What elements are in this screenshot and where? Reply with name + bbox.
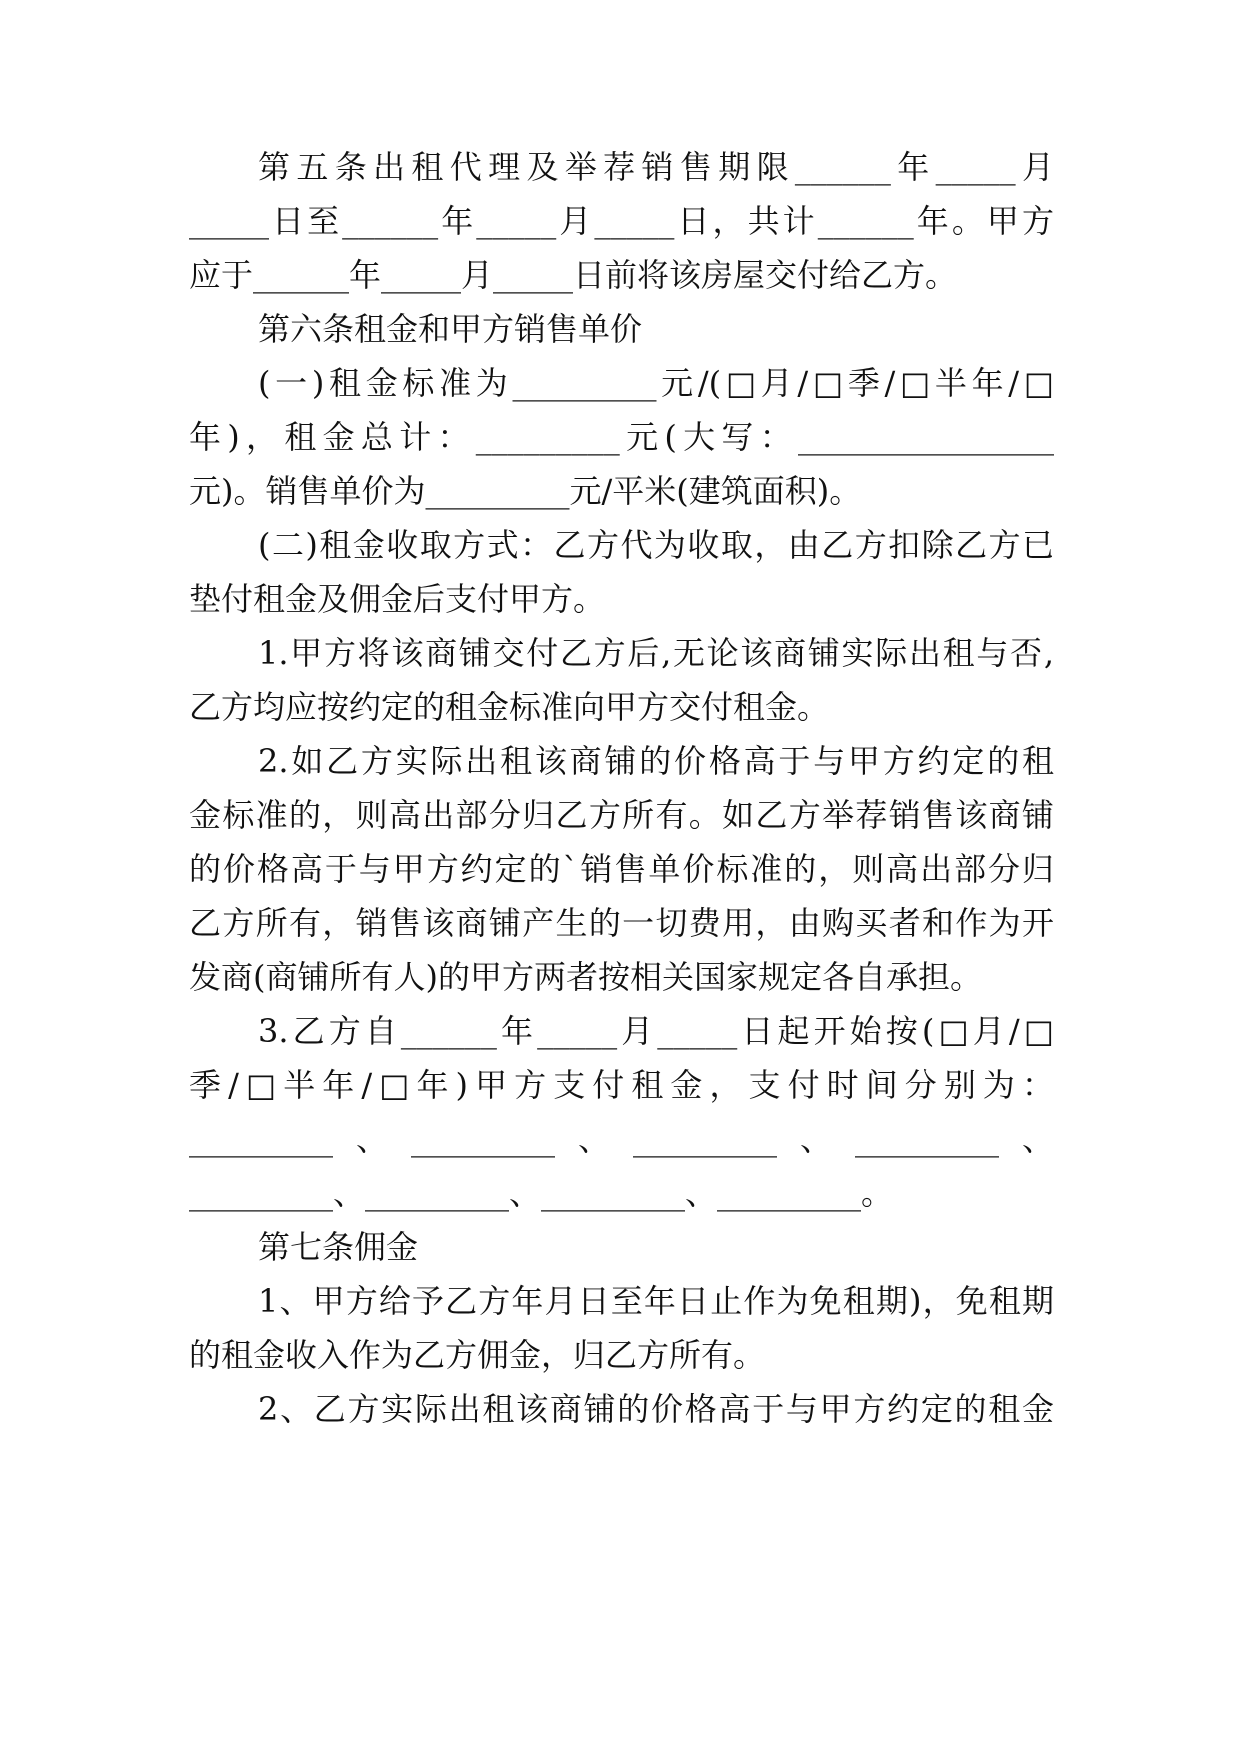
article-6-heading: 第六条租金和甲方销售单价 (258, 310, 643, 348)
article-5-line-2: _____日至______年_____月_____日，共计______年。甲方 (189, 202, 1054, 240)
commission-1-line-2: 的租金收入作为乙方佣金，归乙方所有。 (189, 1336, 766, 1374)
clause-2-line-5: 发商(商铺所有人)的甲方两者按相关国家规定各自承担。 (189, 958, 982, 996)
commission-1-line-1: 1、甲方给予乙方年月日至年日止作为免租期)，免租期 (258, 1282, 1054, 1320)
rent-standard-line-1: (一)租金标准为_________元/(□月/□季/□半年/□ (258, 364, 1054, 402)
article-7-heading: 第七条佣金 (258, 1228, 419, 1266)
article-5-line-1: 第五条出租代理及举荐销售期限______年_____月 (258, 148, 1054, 186)
clause-2-line-3: 的价格高于与甲方约定的`销售单价标准的，则高出部分归 (189, 850, 1054, 888)
clause-2-line-4: 乙方所有，销售该商铺产生的一切费用，由购买者和作为开 (189, 904, 1054, 942)
payment-dates-line-2: _________、_________、_________、_________。 (189, 1174, 894, 1212)
rent-standard-line-2: 年)，租金总计：_________元(大写：________________ (189, 418, 1054, 456)
commission-2-line-1: 2、乙方实际出租该商铺的价格高于与甲方约定的租金 (258, 1390, 1054, 1428)
clause-1-line-1: 1.甲方将该商铺交付乙方后,无论该商铺实际出租与否, (258, 634, 1054, 672)
clause-3-line-2: 季/□半年/□年)甲方支付租金，支付时间分别为： (189, 1066, 1054, 1104)
clause-3-line-1: 3.乙方自______年_____月_____日起开始按(□月/□ (258, 1012, 1054, 1050)
clause-2-line-2: 金标准的，则高出部分归乙方所有。如乙方举荐销售该商铺 (189, 796, 1054, 834)
article-5-line-3: 应于______年_____月_____日前将该房屋交付给乙方。 (189, 256, 958, 294)
rent-collection-line-2: 垫付租金及佣金后支付甲方。 (189, 580, 606, 618)
clause-1-line-2: 乙方均应按约定的租金标准向甲方交付租金。 (189, 688, 830, 726)
rent-standard-line-3: 元)。销售单价为_________元/平米(建筑面积)。 (189, 472, 862, 510)
clause-2-line-1: 2.如乙方实际出租该商铺的价格高于与甲方约定的租 (258, 742, 1054, 780)
rent-collection-line-1: (二)租金收取方式：乙方代为收取，由乙方扣除乙方已 (258, 526, 1054, 564)
payment-dates-line-1: _________、_________、_________、_________、 (189, 1120, 1054, 1158)
